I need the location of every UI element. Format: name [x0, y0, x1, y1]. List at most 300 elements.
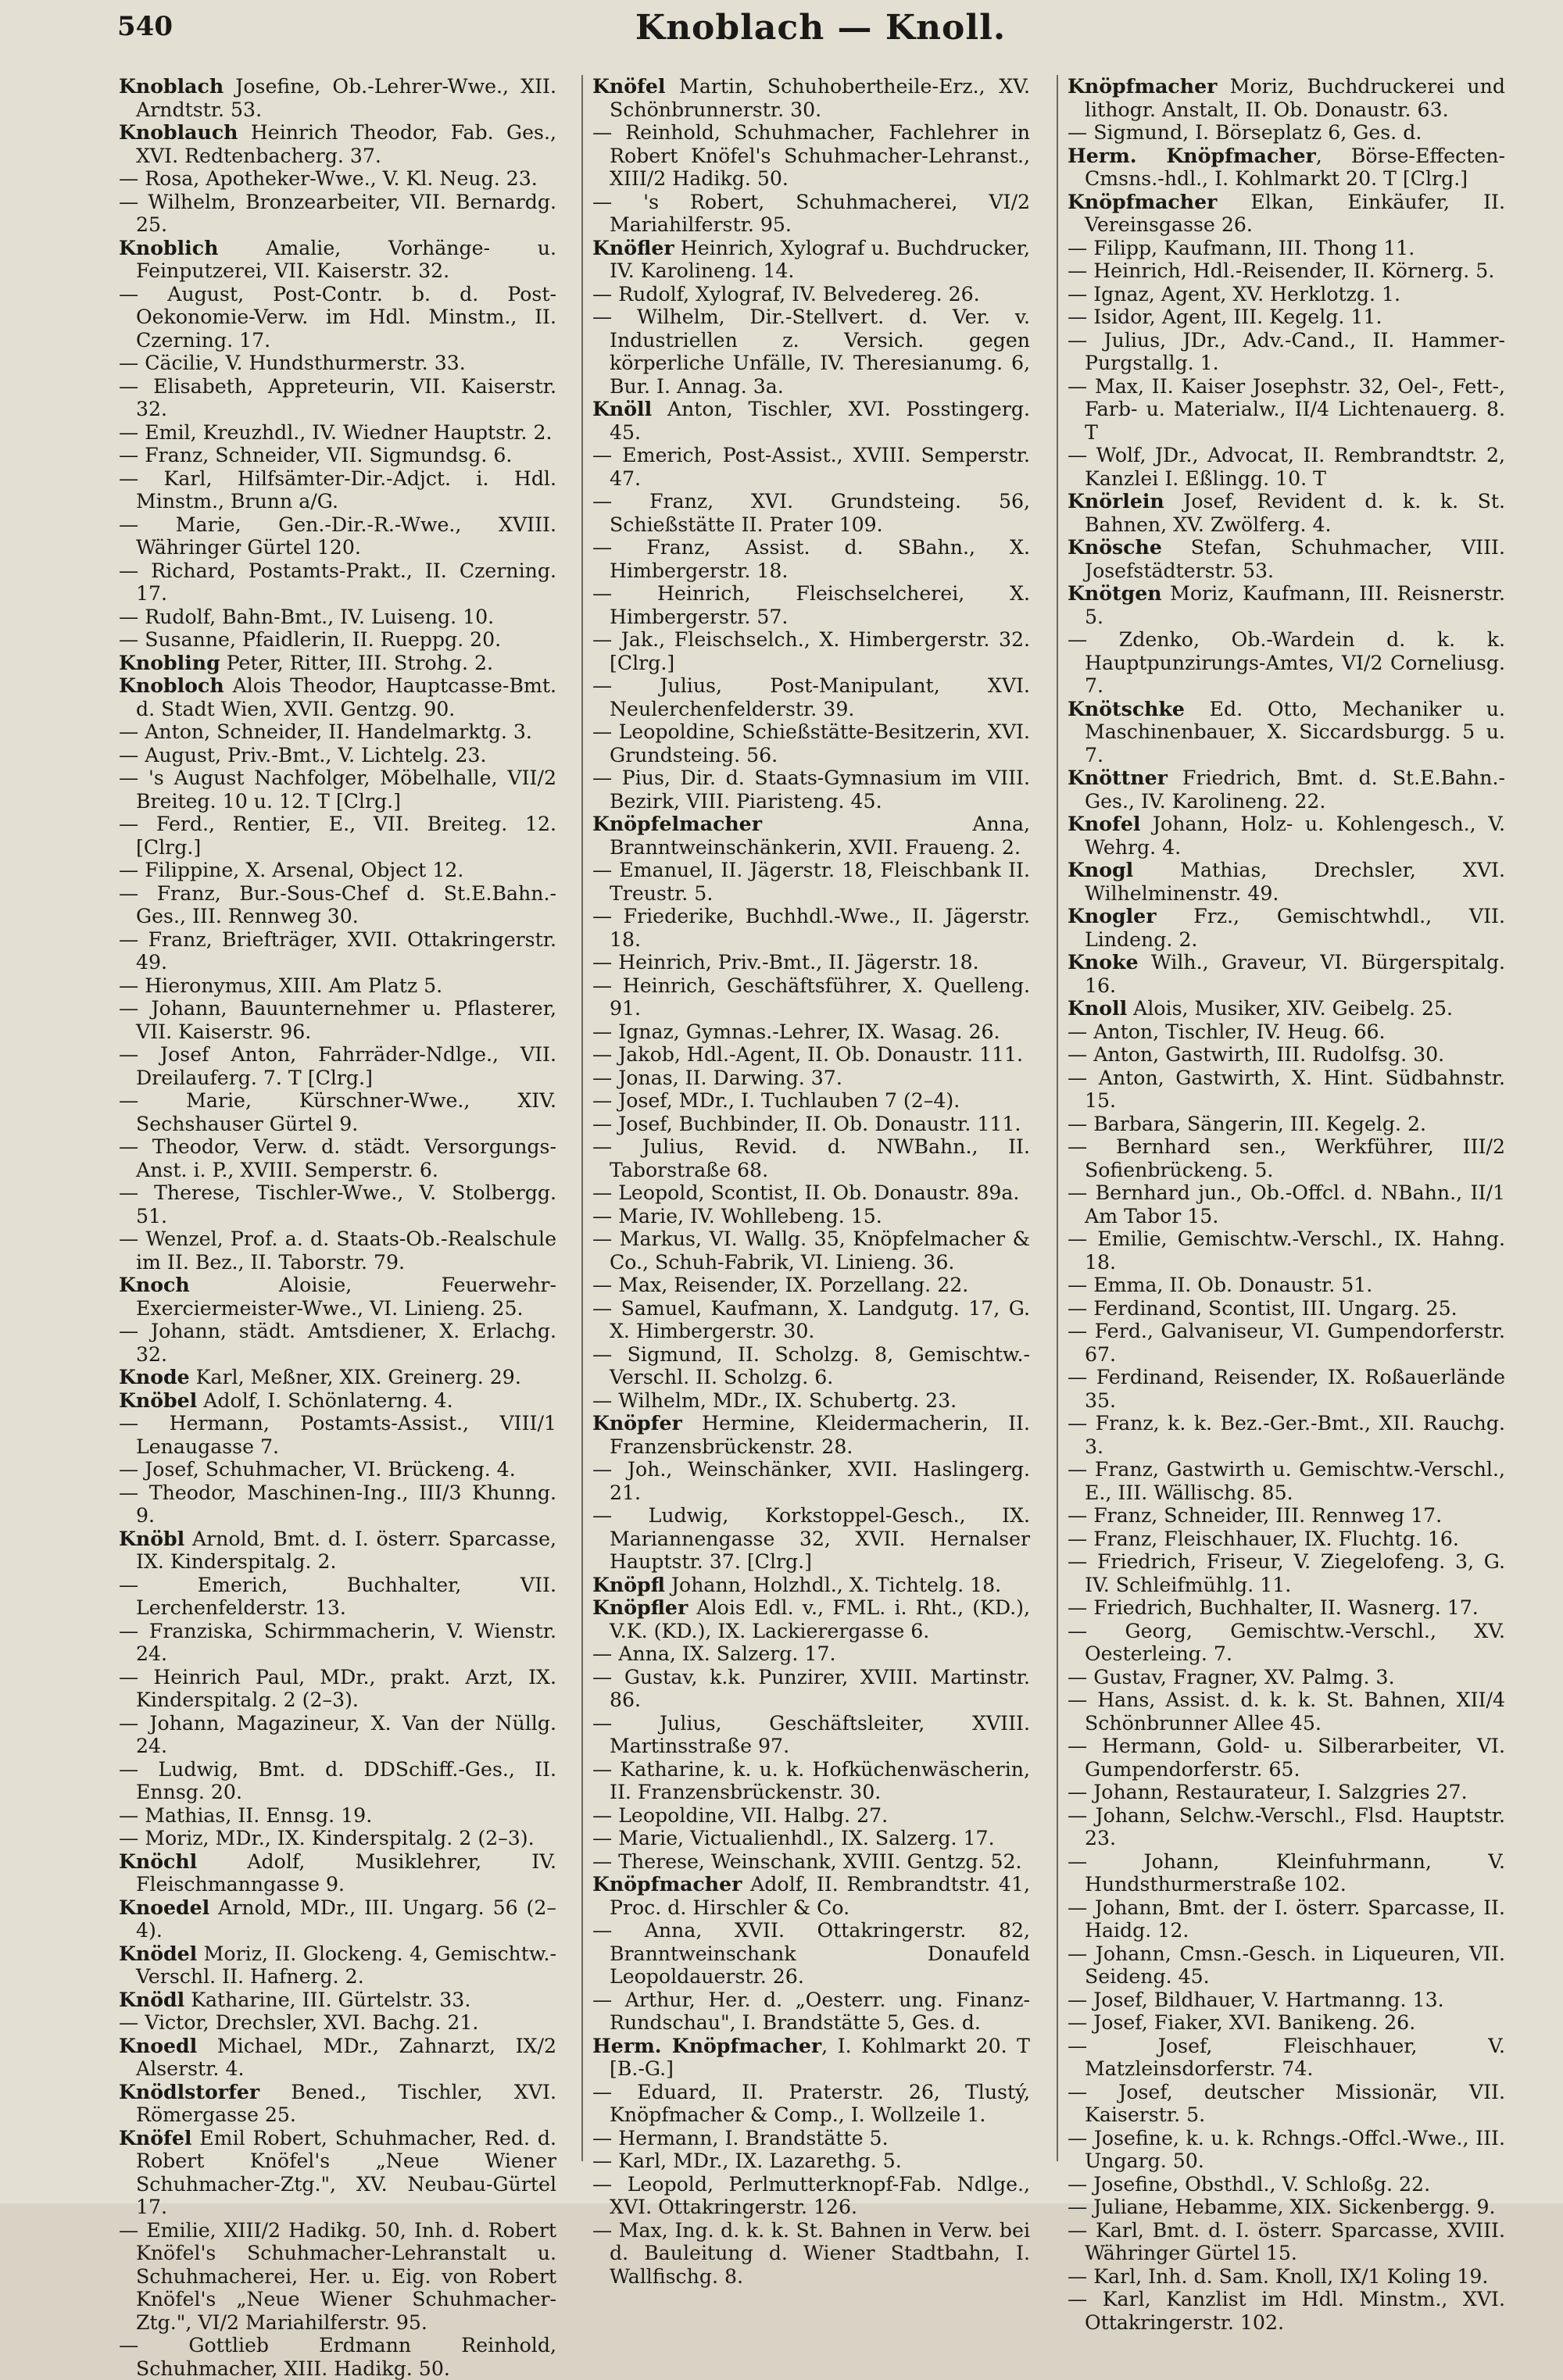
entry-details: — Franz, XVI. Grundsteing. 56, Schießstätte II. Prater 109. — [592, 490, 1030, 536]
entry-surname: Knöfler — [592, 235, 674, 259]
directory-entry — [592, 2219, 1030, 2289]
entry-details: — Anton, Tischler, IV. Heug. 66. — [1068, 1020, 1386, 1043]
directory-entry — [1068, 75, 1505, 121]
entry-details: — Arthur, Her. d. „Oesterr. ung. Finanz-Rundschau", I. Brandstätte 5, Ges. d. — [592, 1988, 1030, 2034]
entry-details: Adolf, Musiklehrer, IV. Fleischmanngasse 9. — [136, 1849, 556, 1896]
directory-entry — [592, 1873, 1030, 1919]
entry-details: — 's Robert, Schuhmacherei, VI/2 Mariahilferstr. 95. — [592, 190, 1030, 236]
directory-entry — [1068, 951, 1505, 997]
directory-entry — [119, 1412, 556, 1458]
entry-details: — Wenzel, Prof. a. d. Staats-Ob.-Realschule im II. Bez., II. Taborstr. 79. — [119, 1228, 556, 1274]
entry-surname: Herm. Knöpfmacher — [1068, 143, 1316, 167]
directory-entry — [119, 1274, 556, 1320]
directory-entry — [119, 1620, 556, 1666]
entry-details: — Joh., Weinschänker, XVII. Haslingerg. 21. — [592, 1458, 1030, 1504]
entry-details: — Leopoldine, VII. Halbg. 27. — [592, 1803, 889, 1827]
directory-entry — [592, 1181, 1030, 1205]
directory-entry — [1068, 490, 1505, 536]
entry-details: — Samuel, Kaufmann, X. Landgutg. 17, G. X. Himbergerstr. 30. — [592, 1296, 1030, 1342]
directory-entry — [1068, 1620, 1505, 1666]
entry-details: — Marie, Kürschner-Wwe., XIV. Sechshauser Gürtel 9. — [119, 1089, 556, 1135]
directory-entry — [592, 1205, 1030, 1228]
entry-details: — Leopold, Scontist, II. Ob. Donaustr. 89a. — [592, 1181, 1020, 1204]
entry-details: Johann, Holzhdl., X. Tichtelg. 18. — [664, 1573, 1002, 1596]
directory-entry — [592, 306, 1030, 398]
entry-details: — Johann, städt. Amtsdiener, X. Erlachg. 32. — [119, 1320, 556, 1366]
directory-entry — [1068, 582, 1505, 628]
directory-entry — [119, 1942, 556, 1989]
entry-details: Heinrich Theodor, Fab. Ges., XVI. Redtenbacherg. 37. — [136, 121, 556, 167]
entry-details: — Ferdinand, Scontist, III. Ungarg. 25. — [1068, 1296, 1457, 1320]
directory-entry — [119, 283, 556, 352]
directory-entry — [1068, 1850, 1505, 1896]
entry-details: — Josef, Fiaker, XVI. Banikeng. 26. — [1068, 2011, 1416, 2034]
directory-entry — [1068, 1043, 1505, 1067]
entry-details: Moriz, II. Glockeng. 4, Gemischtw.-Verschl. II. Hafnerg. 2. — [136, 1942, 556, 1988]
directory-entry — [1068, 1067, 1505, 1113]
entry-details: — Emerich, Post-Assist., XVIII. Semperstr. 47. — [592, 444, 1030, 490]
entry-details: Stefan, Schuhmacher, VIII. Josefstädterstr. 53. — [1085, 536, 1505, 582]
directory-entry — [1068, 191, 1505, 237]
directory-entry — [1068, 1228, 1505, 1274]
entry-details: — Johann, Bmt. der I. österr. Sparcasse, II. Haidg. 12. — [1068, 1896, 1505, 1942]
entry-details: — Rudolf, Bahn-Bmt., IV. Luiseng. 10. — [119, 605, 495, 628]
entry-details: — Markus, VI. Wallg. 35, Knöpfelmacher & Co., Schuh-Fabrik, VI. Linieng. 36. — [592, 1228, 1030, 1274]
directory-entry — [592, 974, 1030, 1020]
entry-details: — Emanuel, II. Jägerstr. 18, Fleischbank II. Treustr. 5. — [592, 859, 1030, 905]
entry-details: — Susanne, Pfaidlerin, II. Rueppg. 20. — [119, 628, 502, 651]
entry-surname: Knogler — [1068, 904, 1157, 927]
entry-surname: Knöpfmacher — [1068, 74, 1218, 98]
directory-entry — [119, 75, 556, 121]
entry-details: — Max, Reisender, IX. Porzellang. 22. — [592, 1274, 969, 1296]
directory-entry — [592, 2150, 1030, 2173]
entry-surname: Knoedl — [119, 2033, 198, 2057]
entry-details: , Börse-Effecten-Cmsns.-hdl., I. Kohlmarkt 20. T [Clrg.] — [1085, 144, 1505, 190]
entry-details: Katharine, III. Gürtelstr. 33. — [184, 1988, 471, 2011]
entry-details: — Julius, Revid. d. NWBahn., II. Taborstraße 68. — [592, 1135, 1030, 1181]
directory-entry — [1068, 2127, 1505, 2173]
entry-details: — Gustav, Fragner, XV. Palmg. 3. — [1068, 1665, 1395, 1689]
entry-details: — Heinrich, Hdl.-Reisender, II. Körnerg. 5. — [1068, 259, 1495, 282]
entry-details: — Johann, Magazineur, X. Van der Nüllg. 24. — [119, 1711, 556, 1757]
directory-entry — [1068, 2288, 1505, 2334]
running-head: Knoblach — Knoll. — [635, 8, 1007, 48]
directory-entry — [1068, 1896, 1505, 1942]
entry-details: — Hieronymus, XIII. Am Platz 5. — [119, 974, 443, 997]
entry-details: Alois Edl. v., FML. i. Rht., (KD.), V.K. (KD.), IX. Lackierergasse 6. — [610, 1596, 1030, 1642]
entry-surname: Knösche — [1068, 535, 1162, 559]
entry-details: — Therese, Tischler-Wwe., V. Stolbergg. 51. — [119, 1181, 556, 1228]
entry-details: Anton, Tischler, XVI. Posstingerg. 45. — [610, 398, 1030, 444]
directory-entry — [119, 882, 556, 928]
entry-details: — Johann, Restaurateur, I. Salzgries 27. — [1068, 1781, 1468, 1803]
directory-entry — [592, 905, 1030, 951]
entry-details: — Heinrich, Fleischselcherei, X. Himbergerstr. 57. — [592, 582, 1030, 628]
entry-details: — Friederike, Buchhdl.-Wwe., II. Jägerstr. 18. — [592, 905, 1030, 951]
entry-surname: Herm. Knöpfmacher — [592, 2033, 822, 2057]
directory-entry — [1068, 237, 1505, 260]
directory-entry — [592, 1458, 1030, 1504]
entry-details: — Ludwig, Bmt. d. DDSchiff.-Ges., II. Ennsg. 20. — [119, 1757, 556, 1803]
directory-entry — [119, 628, 556, 652]
entry-surname: Knoblich — [119, 235, 219, 259]
directory-entry — [592, 121, 1030, 191]
directory-entry — [119, 606, 556, 629]
entry-details: — Heinrich, Priv.-Bmt., II. Jägerstr. 18. — [592, 951, 979, 974]
directory-entry — [1068, 1113, 1505, 1136]
entry-details: — Friedrich, Buchhalter, II. Wasnerg. 17. — [1068, 1596, 1479, 1619]
entry-details: — Johann, Selchw.-Verschl., Flsd. Hauptstr. 23. — [1068, 1803, 1505, 1849]
directory-entry — [592, 444, 1030, 490]
directory-entry — [592, 1228, 1030, 1274]
entry-details: Frz., Gemischtwhdl., VII. Lindeng. 2. — [1085, 905, 1505, 951]
entry-details: Moriz, Kaufmann, III. Reisnerstr. 5. — [1085, 582, 1505, 628]
directory-entry — [119, 375, 556, 421]
entry-surname: Knöpfmacher — [1068, 189, 1218, 213]
entry-details: — Emilie, Gemischtw.-Verschl., IX. Hahng. 18. — [1068, 1228, 1505, 1274]
entry-details: — Franz, Schneider, III. Rennweg 17. — [1068, 1504, 1443, 1527]
directory-entry — [1068, 1550, 1505, 1596]
directory-entry — [1068, 1989, 1505, 2012]
entry-details: Peter, Ritter, III. Strohg. 2. — [220, 651, 494, 674]
directory-entry — [592, 1758, 1030, 1804]
entry-details: Alois, Musiker, XIV. Geibelg. 25. — [1127, 997, 1454, 1020]
entry-surname: Knötschke — [1068, 696, 1185, 720]
directory-entry — [592, 720, 1030, 767]
directory-entry — [1068, 1804, 1505, 1850]
directory-entry — [1068, 375, 1505, 445]
directory-entry — [592, 1274, 1030, 1297]
entry-details: — Emma, II. Ob. Donaustr. 51. — [1068, 1274, 1373, 1296]
entry-details: Amalie, Vorhänge- u. Feinputzerei, VII. Kaiserstr. 32. — [136, 236, 556, 282]
page-header — [117, 0, 1524, 63]
directory-entry — [1068, 1689, 1505, 1735]
entry-details: — Heinrich Paul, MDr., prakt. Arzt, IX. Kinderspitalg. 2 (2–3). — [119, 1665, 556, 1711]
directory-entry — [592, 582, 1030, 628]
directory-entry — [119, 2081, 556, 2127]
entry-details: — Franz, Assist. d. SBahn., X. Himbergerstr. 18. — [592, 536, 1030, 582]
directory-entry — [119, 167, 556, 191]
directory-entry — [119, 1896, 556, 1942]
directory-entry — [119, 997, 556, 1043]
directory-entry — [119, 1528, 556, 1574]
entry-surname: Knode — [119, 1365, 190, 1388]
entry-details: — Josefine, Obsthdl., V. Schloßg. 22. — [1068, 2172, 1431, 2196]
directory-entry — [119, 1712, 556, 1758]
directory-entry — [592, 2127, 1030, 2150]
entry-details: Josefine, Ob.-Lehrer-Wwe., XII. Arndtstr. 53. — [136, 75, 556, 121]
directory-entry — [1068, 2265, 1505, 2289]
directory-entry — [1068, 1504, 1505, 1528]
entry-details: Hermine, Kleidermacherin, II. Franzensbrückenstr. 28. — [610, 1412, 1030, 1458]
directory-entry — [119, 813, 556, 859]
entry-details: — Bernhard sen., Werkführer, III/2 Sofienbrückeng. 5. — [1068, 1135, 1505, 1181]
directory-entry — [1068, 1735, 1505, 1781]
entry-details: Elkan, Einkäufer, II. Vereinsgasse 26. — [1085, 190, 1505, 236]
directory-entry — [592, 628, 1030, 674]
directory-entry — [592, 767, 1030, 813]
directory-entry — [1068, 1274, 1505, 1297]
entry-details: — Johann, Bauunternehmer u. Pflasterer, VII. Kaiserstr. 96. — [119, 997, 556, 1043]
entry-details: — Josef, MDr., I. Tuchlauben 7 (2–4). — [592, 1089, 960, 1112]
directory-entry — [1068, 1528, 1505, 1551]
entry-surname: Knoch — [119, 1273, 190, 1296]
entry-details: — Friedrich, Friseur, V. Ziegelofeng. 3, G. IV. Schleifmühlg. 11. — [1068, 1550, 1505, 1596]
directory-entry — [1068, 306, 1505, 329]
directory-entry — [119, 2127, 556, 2219]
directory-entry — [119, 444, 556, 467]
directory-entry — [119, 652, 556, 675]
entry-details: — Ferd., Rentier, E., VII. Breiteg. 12. [Clrg.] — [119, 813, 556, 859]
entry-details: — Josef Anton, Fahrräder-Ndlge., VII. Dreilauferg. 7. T [Clrg.] — [119, 1043, 556, 1089]
entry-details: Aloisie, Feuerwehr-Exerciermeister-Wwe., VI. Linieng. 25. — [136, 1274, 556, 1320]
entry-details: Friedrich, Bmt. d. St.E.Bahn.-Ges., IV. Karolineng. 22. — [1085, 767, 1505, 813]
entry-surname: Knöpfer — [592, 1411, 682, 1435]
entry-details: — Theodor, Maschinen-Ing., III/3 Khunng. 9. — [119, 1481, 556, 1527]
entry-details: — Johann, Cmsn.-Gesch. in Liqueuren, VII. Seideng. 45. — [1068, 1942, 1505, 1988]
directory-entry — [1068, 329, 1505, 375]
entry-details: Johann, Holz- u. Kohlengesch., V. Wehrg. 4. — [1085, 813, 1505, 859]
directory-entry — [1068, 1320, 1505, 1366]
directory-entry — [592, 1113, 1030, 1136]
directory-entry — [119, 859, 556, 882]
entry-details: — Josef, Fleischhauer, V. Matzleinsdorferstr. 74. — [1068, 2034, 1505, 2080]
entry-details: — Franz, Fleischhauer, IX. Fluchtg. 16. — [1068, 1527, 1459, 1550]
directory-entry — [1068, 283, 1505, 306]
entry-surname: Knödel — [119, 1941, 198, 1965]
entry-details: — Georg, Gemischtw.-Verschl., XV. Oesterleing. 7. — [1068, 1619, 1505, 1665]
entry-details: — Franz, Bur.-Sous-Chef d. St.E.Bahn.-Ges., III. Rennweg 30. — [119, 881, 556, 927]
directory-entry — [592, 1596, 1030, 1642]
entry-details: — Richard, Postamts-Prakt., II. Czerning. 17. — [119, 559, 556, 605]
entry-surname: Knöfel — [592, 74, 666, 98]
directory-entry — [119, 974, 556, 998]
directory-entry — [592, 1919, 1030, 1989]
entry-details: Martin, Schuhobertheile-Erz., XV. Schönbrunnerstr. 30. — [610, 75, 1030, 121]
entry-details: — Rosa, Apotheker-Wwe., V. Kl. Neug. 23. — [119, 167, 538, 190]
directory-entry — [592, 1297, 1030, 1343]
entry-details: — Heinrich, Geschäftsführer, X. Quelleng. 91. — [592, 974, 1030, 1020]
entry-surname: Knöbel — [119, 1388, 198, 1412]
directory-entry — [1068, 1020, 1505, 1044]
entry-details: — Isidor, Agent, III. Kegelg. 11. — [1068, 306, 1382, 328]
entry-details: Moriz, Buchdruckerei und lithogr. Anstalt, II. Ob. Donaustr. 63. — [1085, 75, 1505, 121]
directory-entry — [1068, 444, 1505, 490]
entry-details: — Moriz, MDr., IX. Kinderspitalg. 2 (2–3). — [119, 1827, 535, 1849]
directory-entry — [119, 513, 556, 559]
entry-details: — Karl, Hilfsämter-Dir.-Adjct. i. Hdl. Minstm., Brunn a/G. — [119, 466, 556, 513]
entry-surname: Knörlein — [1068, 489, 1164, 513]
directory-entry — [1068, 1366, 1505, 1412]
entry-details: — August, Post-Contr. b. d. Post-Oekonomie-Verw. im Hdl. Minstm., II. Czerning. 17. — [119, 282, 556, 352]
directory-entry — [1068, 145, 1505, 191]
entry-details: — Elisabeth, Appreteurin, VII. Kaiserstr. 32. — [119, 374, 556, 420]
directory-entry — [119, 1804, 556, 1828]
entry-details: — Johann, Kleinfuhrmann, V. Hundsthurmerstraße 102. — [1068, 1849, 1505, 1896]
directory-entry — [119, 1089, 556, 1135]
entry-details: — Bernhard jun., Ob.-Offcl. d. NBahn., II/1 Am Tabor 15. — [1068, 1181, 1505, 1228]
directory-entry — [1068, 1666, 1505, 1689]
entry-surname: Knöpfmacher — [592, 1872, 742, 1896]
entry-details: — Josef, Buchbinder, II. Ob. Donaustr. 111. — [592, 1112, 1021, 1135]
directory-entry — [1068, 859, 1505, 905]
entry-details: — Reinhold, Schuhmacher, Fachlehrer in Robert Knöfel's Schuhmacher-Lehranst., XIII/2 Hadikg. 50. — [592, 121, 1030, 190]
directory-entry — [119, 1458, 556, 1481]
directory-entry — [592, 1089, 1030, 1113]
entry-details: — Ignaz, Agent, XV. Herklotzg. 1. — [1068, 282, 1401, 306]
directory-entry — [592, 1504, 1030, 1574]
directory-entry — [1068, 259, 1505, 283]
entry-surname: Knoedel — [119, 1895, 210, 1919]
entry-details: — Ignaz, Gymnas.-Lehrer, IX. Wasag. 26. — [592, 1020, 1000, 1043]
directory-entry — [592, 75, 1030, 121]
entry-surname: Knödlstorfer — [119, 2079, 260, 2103]
directory-entry — [592, 951, 1030, 974]
entry-details: — Jakob, Hdl.-Agent, II. Ob. Donaustr. 111. — [592, 1043, 1024, 1066]
directory-entry — [1068, 1596, 1505, 1620]
entry-details: — Sigmund, I. Börseplatz 6, Ges. d. — [1068, 121, 1422, 144]
entry-surname: Knöbl — [119, 1526, 185, 1550]
directory-entry — [592, 2035, 1030, 2081]
entry-details: Michael, MDr., Zahnarzt, IX/2 Alserstr. 4. — [136, 2034, 556, 2080]
entry-surname: Knogl — [1068, 858, 1134, 881]
entry-details: — Victor, Drechsler, XVI. Bachg. 21. — [119, 2011, 479, 2034]
directory-entry — [119, 720, 556, 744]
directory-entry — [592, 1020, 1030, 1044]
entry-surname: Knoblauch — [119, 120, 238, 144]
entry-details: — Anton, Gastwirth, X. Hint. Südbahnstr. 15. — [1068, 1066, 1505, 1112]
directory-entry — [119, 1850, 556, 1896]
entry-details: — Wilhelm, MDr., IX. Schubertg. 23. — [592, 1388, 957, 1412]
directory-entry — [592, 674, 1030, 720]
entry-details: — Gottlieb Erdmann Reinhold, Schuhmacher, XIII. Hadikg. 50. — [119, 2334, 556, 2380]
entry-details: — Josef, Schuhmacher, VI. Brückeng. 4. — [119, 1458, 516, 1481]
directory-entry — [592, 1827, 1030, 1850]
entry-details: — Cäcilie, V. Hundsthurmerstr. 33. — [119, 352, 466, 374]
directory-entry — [592, 1135, 1030, 1181]
entry-details: — Karl, Kanzlist im Hdl. Minstm., XVI. Ottakringerstr. 102. — [1068, 2288, 1505, 2334]
directory-entry — [1068, 536, 1505, 582]
entry-details: — August, Priv.-Bmt., V. Lichtelg. 23. — [119, 743, 487, 767]
entry-details: — Barbara, Sängerin, III. Kegelg. 2. — [1068, 1112, 1426, 1135]
directory-entry — [119, 191, 556, 237]
directory-entry — [592, 1067, 1030, 1090]
directory-entry — [119, 467, 556, 513]
entry-details: — Franz, Schneider, VII. Sigmundsg. 6. — [119, 444, 513, 466]
entry-details: Arnold, Bmt. d. I. österr. Sparcasse, IX. Kinderspitalg. 2. — [136, 1527, 556, 1573]
entry-details: — Karl, Bmt. d. I. österr. Sparcasse, XVIII. Währinger Gürtel 15. — [1068, 2218, 1505, 2264]
entry-surname: Knöpfler — [592, 1596, 689, 1619]
entry-details: — Therese, Weinschank, XVIII. Gentzg. 52. — [592, 1849, 1022, 1873]
entry-surname: Knöll — [592, 397, 653, 420]
entry-details: — Hermann, I. Brandstätte 5. — [592, 2126, 889, 2150]
directory-entry — [119, 1758, 556, 1804]
entry-details: Adolf, I. Schönlaterng. 4. — [197, 1388, 453, 1412]
entry-details: Heinrich, Xylograf u. Buchdrucker, IV. Karolineng. 14. — [610, 236, 1030, 282]
entry-details: — Gustav, k.k. Punzirer, XVIII. Martinstr. 86. — [592, 1665, 1030, 1711]
directory-entry — [119, 1135, 556, 1181]
entry-details: — Josefine, k. u. k. Rchngs.-Offcl.-Wwe., III. Ungarg. 50. — [1068, 2126, 1505, 2172]
entry-surname: Knoblach — [119, 74, 224, 98]
entry-details: — Emilie, XIII/2 Hadikg. 50, Inh. d. Robert Knöfel's Schuhmacher-Lehranstalt u. Schuhmacherei, Her. u. Eig. von Robert Knöfel's „Neue Wiener Schuhmacher-Ztg.", VI/2 Mariahilferstr. 95. — [119, 2218, 556, 2334]
directory-entry — [1068, 905, 1505, 951]
entry-details: — Julius, JDr., Adv.-Cand., II. Hammer-Purgstallg. 1. — [1068, 328, 1505, 374]
entry-surname: Knötgen — [1068, 581, 1162, 605]
entry-surname: Knöchl — [119, 1849, 198, 1873]
directory-entry — [119, 2334, 556, 2380]
directory-column-2 — [592, 74, 1030, 2288]
entry-surname: Knoke — [1068, 950, 1139, 974]
directory-entry — [592, 398, 1030, 444]
directory-entry — [592, 1412, 1030, 1458]
directory-entry — [592, 1989, 1030, 2035]
entry-details: — Mathias, II. Ennsg. 19. — [119, 1803, 373, 1827]
entry-surname: Knöfel — [119, 2125, 192, 2150]
directory-entry — [592, 536, 1030, 582]
entry-details: — Max, Ing. d. k. k. St. Bahnen in Verw. bei d. Bauleitung d. Wiener Stadtbahn, I. Wallfischg. 8. — [592, 2218, 1030, 2288]
entry-details: — Max, II. Kaiser Josephstr. 32, Oel-, Fett-, Farb- u. Materialw., II/4 Lichtenauerg. 8. T — [1068, 374, 1505, 444]
entry-details: — Franz, k. k. Bez.-Ger.-Bmt., XII. Rauchg. 3. — [1068, 1412, 1505, 1458]
directory-entry — [592, 2081, 1030, 2127]
directory-entry — [1068, 1297, 1505, 1320]
entry-details: — Rudolf, Xylograf, IV. Belvedereg. 26. — [592, 282, 980, 306]
directory-entry — [119, 121, 556, 167]
directory-entry — [592, 1043, 1030, 1067]
directory-entry — [1068, 2219, 1505, 2265]
directory-entry — [119, 1389, 556, 1413]
directory-entry — [119, 1320, 556, 1366]
directory-entry — [119, 2219, 556, 2335]
directory-entry — [592, 1850, 1030, 1874]
entry-surname: Knöpfelmacher — [592, 812, 762, 835]
entry-details: — Leopoldine, Schießstätte-Besitzerin, XVI. Grundsteing. 56. — [592, 720, 1030, 767]
directory-entry — [592, 1343, 1030, 1389]
entry-details: — Hans, Assist. d. k. k. St. Bahnen, XII/4 Schönbrunner Allee 45. — [1068, 1689, 1505, 1735]
entry-details: Arnold, MDr., III. Ungarg. 56 (2–4). — [136, 1896, 556, 1942]
entry-details: Josef, Revident d. k. k. St. Bahnen, XV. Zwölferg. 4. — [1085, 490, 1505, 536]
directory-entry — [1068, 121, 1505, 145]
directory-entry — [1068, 1942, 1505, 1989]
entry-details: — Karl, MDr., IX. Lazarethg. 5. — [592, 2150, 902, 2172]
page-number: 540 — [117, 11, 173, 42]
directory-entry — [592, 2173, 1030, 2219]
entry-details: — Julius, Geschäftsleiter, XVIII. Martinsstraße 97. — [592, 1711, 1030, 1757]
entry-details: — Anna, XVII. Ottakringerstr. 82, Branntweinschank Donaufeld Leopoldauerstr. 26. — [592, 1919, 1030, 1988]
directory-entry — [119, 1043, 556, 1089]
directory-entry — [119, 744, 556, 767]
entry-surname: Knöttner — [1068, 766, 1168, 789]
directory-entry — [1068, 698, 1505, 767]
entry-details: — Franziska, Schirmmacherin, V. Wienstr. 24. — [119, 1619, 556, 1665]
directory-entry — [119, 1827, 556, 1850]
entry-details: — Marie, Victualienhdl., IX. Salzerg. 17. — [592, 1827, 995, 1849]
entry-details: — Ferd., Galvaniseur, VI. Gumpendorferstr. 67. — [1068, 1320, 1505, 1366]
directory-entry — [1068, 2196, 1505, 2219]
directory-entry — [1068, 2011, 1505, 2035]
entry-details: — Pius, Dir. d. Staats-Gymnasium im VIII. Bezirk, VIII. Piaristeng. 45. — [592, 767, 1030, 813]
directory-entry — [119, 1228, 556, 1274]
entry-details: Adolf, II. Rembrandtstr. 41, Proc. d. Hirschler & Co. — [610, 1873, 1030, 1919]
entry-details: Anna, Branntweinschänkerin, XVII. Fraueng. 2. — [610, 813, 1030, 859]
directory-entry — [592, 283, 1030, 306]
entry-details: — Juliane, Hebamme, XIX. Sickenbergg. 9. — [1068, 2196, 1496, 2218]
directory-entry — [119, 1481, 556, 1528]
entry-details: — Anton, Gastwirth, III. Rudolfsg. 30. — [1068, 1043, 1445, 1066]
entry-details: Alois Theodor, Hauptcasse-Bmt. d. Stadt Wien, XVII. Gentzg. 90. — [136, 674, 556, 720]
entry-details: — Josef, deutscher Missionär, VII. Kaiserstr. 5. — [1068, 2080, 1505, 2126]
directory-entry — [592, 191, 1030, 237]
